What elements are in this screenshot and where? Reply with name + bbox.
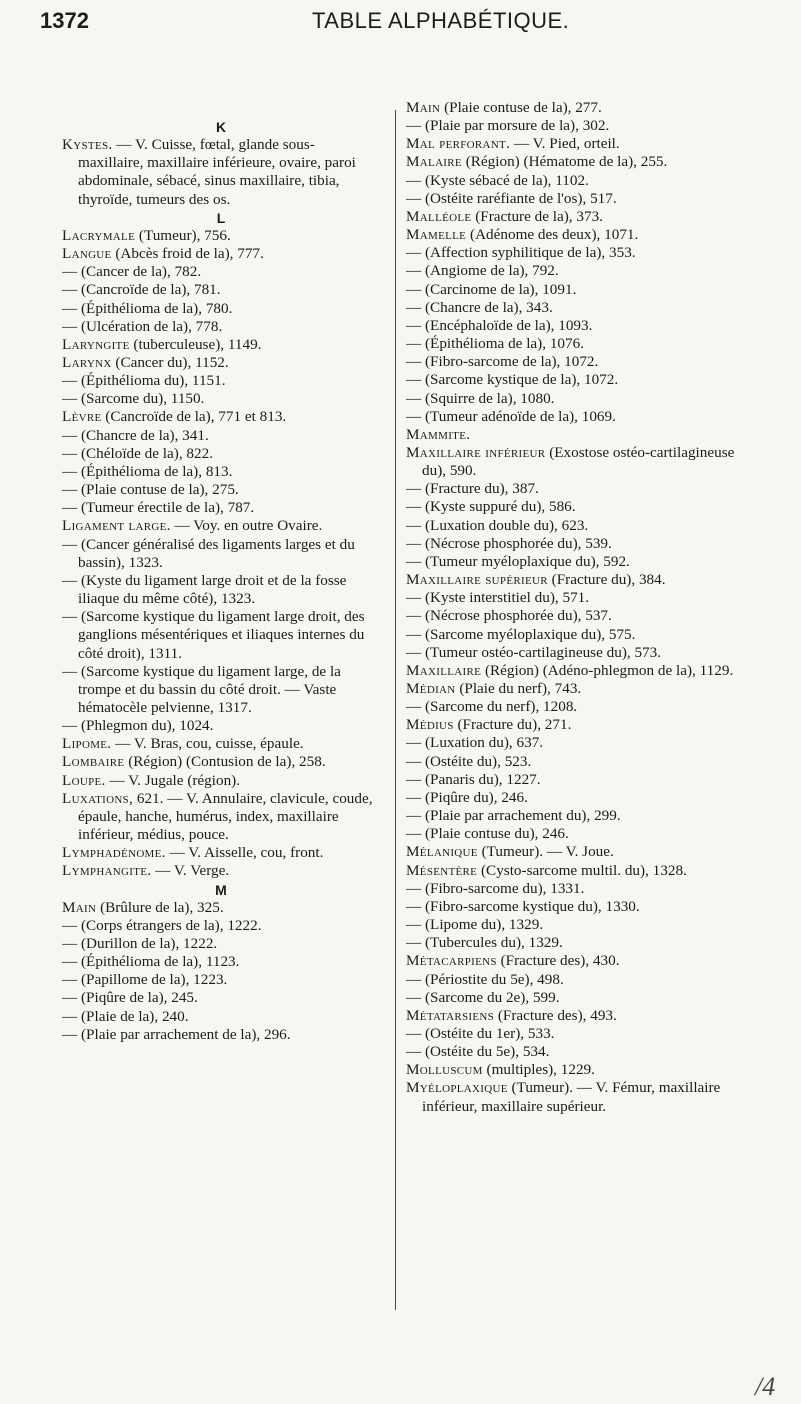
index-entry	[62, 1008, 380, 1026]
page-number: 1372	[40, 8, 89, 33]
entry-text: (Fracture de la), 373.	[471, 207, 603, 225]
index-entry	[406, 843, 744, 861]
entry-headword: Lipome.	[62, 735, 112, 753]
index-entry	[62, 1026, 380, 1044]
index-column-left	[62, 118, 380, 1044]
entry-headword: Main	[62, 898, 97, 916]
column-divider	[395, 110, 396, 1310]
index-entry	[406, 626, 744, 644]
entry-text: (Fracture du), 384.	[547, 571, 666, 589]
index-entry	[406, 281, 744, 299]
entry-text: — (Sarcome du), 1150.	[62, 390, 205, 408]
index-entry	[406, 317, 744, 335]
index-entry	[406, 825, 744, 843]
index-entry	[62, 753, 380, 771]
entry-text: — (Plaie par morsure de la), 302.	[406, 117, 610, 135]
index-entry	[406, 952, 744, 970]
entry-text: — (Angiome de la), 792.	[406, 262, 559, 280]
entry-text: — (Sarcome kystique du ligament large droit, des ganglions mésentériques et iliaques internes du côté droit), 1311.	[62, 608, 365, 662]
entry-headword: Kystes.	[62, 136, 113, 154]
entry-text: (Exostose ostéo-cartilagineuse du), 590.	[422, 443, 735, 480]
entry-headword: Myéloplaxique	[406, 1079, 508, 1097]
entry-text: — (Tumeur adénoïde de la), 1069.	[406, 407, 616, 425]
entry-text: — (Sarcome myéloplaxique du), 575.	[406, 625, 636, 643]
index-entry	[406, 680, 744, 698]
index-entry	[62, 445, 380, 463]
index-entry	[406, 1043, 744, 1061]
entry-headword: Maxillaire inférieur	[406, 443, 546, 461]
index-entry	[406, 480, 744, 498]
entry-text: (multiples), 1229.	[482, 1061, 595, 1079]
entry-text: (Fracture des), 493.	[494, 1006, 617, 1024]
index-entry	[62, 245, 380, 263]
index-entry	[406, 862, 744, 880]
entry-headword: Luxations,	[62, 789, 134, 807]
entry-text: — V. Bras, cou, cuisse, épaule.	[111, 735, 304, 753]
margin-annotation: /4	[755, 1372, 776, 1401]
index-entry	[62, 608, 380, 662]
entry-text: — (Nécrose phosphorée du), 537.	[406, 607, 612, 625]
entry-headword: Molluscum	[406, 1061, 483, 1079]
entry-headword: Lombaire	[62, 753, 125, 771]
index-entry	[406, 989, 744, 1007]
entry-text: — (Tumeur myéloplaxique du), 592.	[406, 552, 630, 570]
entry-text: — (Sarcome du nerf), 1208.	[406, 698, 578, 716]
entry-headword: Langue	[62, 245, 112, 263]
index-entry	[62, 989, 380, 1007]
entry-text: — (Papillome de la), 1223.	[62, 971, 228, 989]
entry-headword: Malléole	[406, 207, 472, 225]
index-entry	[406, 607, 744, 625]
index-entry	[62, 390, 380, 408]
entry-headword: Lymphangite.	[62, 862, 152, 880]
entry-text: — (Durillon de la), 1222.	[62, 934, 218, 952]
running-title: TABLE ALPHABÉTIQUE.	[312, 8, 570, 33]
index-entry	[406, 390, 744, 408]
entry-text: — (Chancre de la), 341.	[62, 426, 209, 444]
index-entry	[62, 790, 380, 844]
index-entry	[62, 372, 380, 390]
entry-headword: Ligament large.	[62, 517, 171, 535]
index-entry	[406, 244, 744, 262]
index-entry	[406, 644, 744, 662]
entry-text: (Plaie du nerf), 743.	[455, 680, 582, 697]
entry-text: — (Kyste suppuré du), 586.	[406, 498, 576, 516]
index-entry	[406, 517, 744, 535]
entry-text: (tuberculeuse), 1149.	[129, 335, 262, 353]
entry-headword: Main	[406, 99, 441, 116]
index-entry	[406, 408, 744, 426]
entry-headword: Larynx	[62, 354, 112, 371]
entry-text: — (Sarcome kystique de la), 1072.	[406, 371, 619, 389]
entry-text: — (Nécrose phosphorée du), 539.	[406, 534, 612, 552]
section-letter: K	[215, 119, 227, 135]
entry-text: — (Cancroïde de la), 781.	[62, 281, 221, 299]
index-entry	[62, 463, 380, 481]
entry-text: 621. — V. Annulaire, clavicule, coude, épaule, hanche, humérus, index, maxillaire inférieur, médius, pouce.	[78, 789, 373, 844]
entry-text: — (Panaris du), 1227.	[406, 770, 541, 788]
entry-text: — V. Aisselle, cou, front.	[165, 844, 324, 862]
index-entry	[406, 1007, 744, 1025]
page-header	[0, 0, 801, 40]
index-entry	[406, 789, 744, 807]
entry-text: — (Plaie de la), 240.	[62, 1007, 189, 1025]
index-entry	[62, 517, 380, 535]
entry-text: — (Fibro-sarcome du), 1331.	[406, 879, 585, 897]
index-entry	[406, 898, 744, 916]
index-entry	[62, 572, 380, 608]
entry-text: — (Chéloïde de la), 822.	[62, 444, 213, 462]
index-entry	[406, 734, 744, 752]
index-entry	[62, 917, 380, 935]
entry-text: — (Ulcération de la), 778.	[62, 317, 223, 335]
entry-text: — (Plaie par arrachement du), 299.	[406, 807, 621, 825]
entry-text: — (Cancer de la), 782.	[62, 263, 202, 281]
index-entry	[62, 427, 380, 445]
entry-text: (Tumeur). — V. Fémur, maxillaire inférieur, maxillaire supérieur.	[422, 1079, 721, 1115]
entry-text: — V. Jugale (région).	[105, 771, 241, 789]
index-entry	[62, 354, 380, 372]
entry-text: — (Luxation du), 637.	[406, 734, 544, 752]
entry-text: — (Fracture du), 387.	[406, 480, 539, 498]
entry-text: — (Fibro-sarcome kystique du), 1330.	[406, 897, 640, 915]
entry-text: (Abcès froid de la), 777.	[111, 245, 264, 263]
entry-text: (Cysto-sarcome multil. du), 1328.	[477, 861, 687, 879]
entry-headword: Malaire	[406, 153, 462, 171]
entry-text: — (Épithélioma de la), 813.	[62, 462, 233, 480]
index-entry	[62, 499, 380, 517]
entry-headword: Médius	[406, 716, 454, 734]
index-entry	[62, 935, 380, 953]
index-entry	[406, 353, 744, 371]
entry-text: — (Ostéite raréfiante de l'os), 517.	[406, 189, 617, 207]
entry-text: — (Sarcome du 2e), 599.	[406, 988, 560, 1006]
entry-text: (Cancroïde de la), 771 et 813.	[101, 408, 287, 426]
index-entry	[406, 771, 744, 789]
index-entry	[62, 536, 380, 572]
index-entry	[406, 553, 744, 571]
entry-text: — (Piqûre du), 246.	[406, 788, 528, 806]
entry-text: — (Kyste du ligament large droit et de la fosse iliaque du même côté), 1323.	[62, 571, 347, 608]
entry-text: — (Plaie par arrachement de la), 296.	[62, 1025, 291, 1043]
index-entry	[406, 880, 744, 898]
entry-text: — (Luxation double du), 623.	[406, 516, 589, 534]
entry-text: — (Sarcome kystique du ligament large, de la trompe et du bassin du côté droit. — Vaste hématocèle pelvienne, 1317.	[62, 662, 341, 716]
index-entry	[62, 862, 380, 880]
index-entry	[406, 934, 744, 952]
index-entry	[406, 807, 744, 825]
index-entry	[62, 971, 380, 989]
index-entry	[406, 662, 744, 680]
entry-headword: Mamelle	[406, 226, 467, 244]
entry-text: (Région) (Adéno-phlegmon de la), 1129.	[481, 661, 734, 679]
index-entry	[406, 262, 744, 280]
entry-text: (Région) (Hématome de la), 255.	[461, 153, 668, 171]
index-entry	[406, 208, 744, 226]
index-column-right	[406, 99, 744, 1116]
entry-text: — (Phlegmon du), 1024.	[62, 717, 214, 735]
index-entry	[406, 716, 744, 734]
entry-headword: Mélanique	[406, 843, 478, 861]
index-entry	[62, 318, 380, 336]
entry-text: (Tumeur), 756.	[135, 226, 231, 244]
entry-headword: Lacrymale	[62, 226, 136, 244]
entry-text: — (Épithélioma du), 1151.	[62, 372, 226, 390]
entry-text: — (Kyste sébacé de la), 1102.	[406, 171, 589, 189]
index-entry	[406, 916, 744, 934]
index-entry	[406, 971, 744, 989]
index-entry	[406, 135, 744, 153]
index-entry	[406, 99, 744, 117]
entry-headword: Maxillaire	[406, 661, 482, 679]
entry-text: — V. Cuisse, fœtal, glande sous-maxillaire, maxillaire inférieure, ovaire, paroi abdominale, sébacé, sinus maxillaire, tibia, thyroïde, tumeurs des os.	[78, 136, 356, 208]
entry-headword: Loupe.	[62, 771, 106, 789]
entry-text: (Tumeur). — V. Joue.	[477, 843, 614, 861]
index-entry	[62, 336, 380, 354]
index-entry	[62, 844, 380, 862]
entry-text: — (Épithélioma de la), 1076.	[406, 335, 584, 353]
entry-headword: Médian	[406, 680, 456, 697]
entry-headword: Mal perforant.	[406, 135, 511, 153]
entry-text: — (Piqûre de la), 245.	[62, 989, 198, 1007]
index-entry	[406, 498, 744, 516]
index-entry	[406, 1025, 744, 1043]
index-entry	[62, 263, 380, 281]
section-letter: L	[216, 209, 226, 226]
entry-headword: Laryngite	[62, 335, 130, 353]
index-entry	[62, 899, 380, 917]
index-entry	[62, 408, 380, 426]
index-entry	[62, 663, 380, 717]
entry-text: — (Carcinome de la), 1091.	[406, 280, 577, 298]
entry-headword: Maxillaire supérieur	[406, 571, 548, 589]
entry-text: — (Ostéite du 1er), 533.	[406, 1024, 555, 1042]
entry-text: (Cancer du), 1152.	[111, 354, 229, 371]
index-entry	[406, 535, 744, 553]
index-entry	[62, 136, 380, 209]
entry-text: (Adénome des deux), 1071.	[466, 226, 639, 244]
entry-text: — (Ostéite du), 523.	[406, 752, 532, 770]
index-entry	[62, 953, 380, 971]
index-entry	[406, 753, 744, 771]
entry-text: — (Périostite du 5e), 498.	[406, 970, 564, 988]
entry-text: — (Ostéite du 5e), 534.	[406, 1043, 550, 1061]
entry-headword: Lymphadénome.	[62, 844, 166, 862]
entry-text: — (Squirre de la), 1080.	[406, 389, 555, 407]
entry-text: — (Plaie contuse de la), 275.	[62, 481, 239, 499]
entry-text: — (Épithélioma de la), 780.	[62, 299, 233, 317]
index-entry	[406, 153, 744, 171]
entry-text: — (Corps étrangers de la), 1222.	[62, 916, 262, 934]
entry-text: — V. Pied, orteil.	[510, 135, 620, 153]
entry-text: (Fracture du), 271.	[453, 716, 572, 734]
index-entry	[406, 117, 744, 135]
index-entry	[406, 698, 744, 716]
entry-headword: Mésentère	[406, 861, 478, 879]
index-entry	[62, 772, 380, 790]
entry-text: — (Plaie contuse du), 246.	[406, 825, 569, 843]
index-entry	[406, 1079, 744, 1115]
index-entry	[406, 1061, 744, 1079]
index-entry	[406, 172, 744, 190]
index-entry	[62, 281, 380, 299]
index-entry	[406, 426, 744, 444]
section-letter: M	[215, 881, 227, 898]
entry-text: (Plaie contuse de la), 277.	[440, 99, 602, 116]
index-entry	[62, 227, 380, 245]
entry-text: (Région) (Contusion de la), 258.	[124, 753, 326, 771]
index-entry	[406, 190, 744, 208]
entry-text: — (Épithélioma de la), 1123.	[62, 953, 240, 971]
entry-text: — (Tubercules du), 1329.	[406, 934, 563, 952]
index-entry	[406, 226, 744, 244]
entry-headword: Mammite.	[406, 425, 471, 443]
entry-text: (Fracture des), 430.	[496, 952, 620, 970]
entry-text: — (Tumeur érectile de la), 787.	[62, 499, 255, 517]
entry-text: — Voy. en outre Ovaire.	[170, 517, 323, 535]
entry-headword: Métatarsiens	[406, 1006, 495, 1024]
entry-text: — (Cancer généralisé des ligaments larges et du bassin), 1323.	[62, 535, 355, 571]
index-entry	[406, 335, 744, 353]
entry-text: (Brûlure de la), 325.	[96, 898, 224, 916]
index-entry	[62, 481, 380, 499]
entry-text: — (Fibro-sarcome de la), 1072.	[406, 353, 599, 371]
index-entry	[406, 571, 744, 589]
index-entry	[406, 299, 744, 317]
index-entry	[406, 589, 744, 607]
entry-headword: Lèvre	[62, 408, 102, 426]
entry-text: — (Affection syphilitique de la), 353.	[406, 244, 636, 262]
index-entry	[62, 735, 380, 753]
index-entry	[406, 444, 744, 480]
index-entry	[406, 371, 744, 389]
entry-text: — (Lipome du), 1329.	[406, 916, 544, 934]
entry-text: — (Chancre de la), 343.	[406, 298, 553, 316]
entry-text: — V. Verge.	[151, 862, 230, 880]
entry-text: — (Encéphaloïde de la), 1093.	[406, 316, 593, 334]
index-entry	[62, 300, 380, 318]
entry-text: — (Tumeur ostéo-cartilagineuse du), 573.	[406, 643, 662, 661]
entry-text: — (Kyste interstitiel du), 571.	[406, 589, 590, 607]
index-entry	[62, 717, 380, 735]
entry-headword: Métacarpiens	[406, 952, 497, 970]
